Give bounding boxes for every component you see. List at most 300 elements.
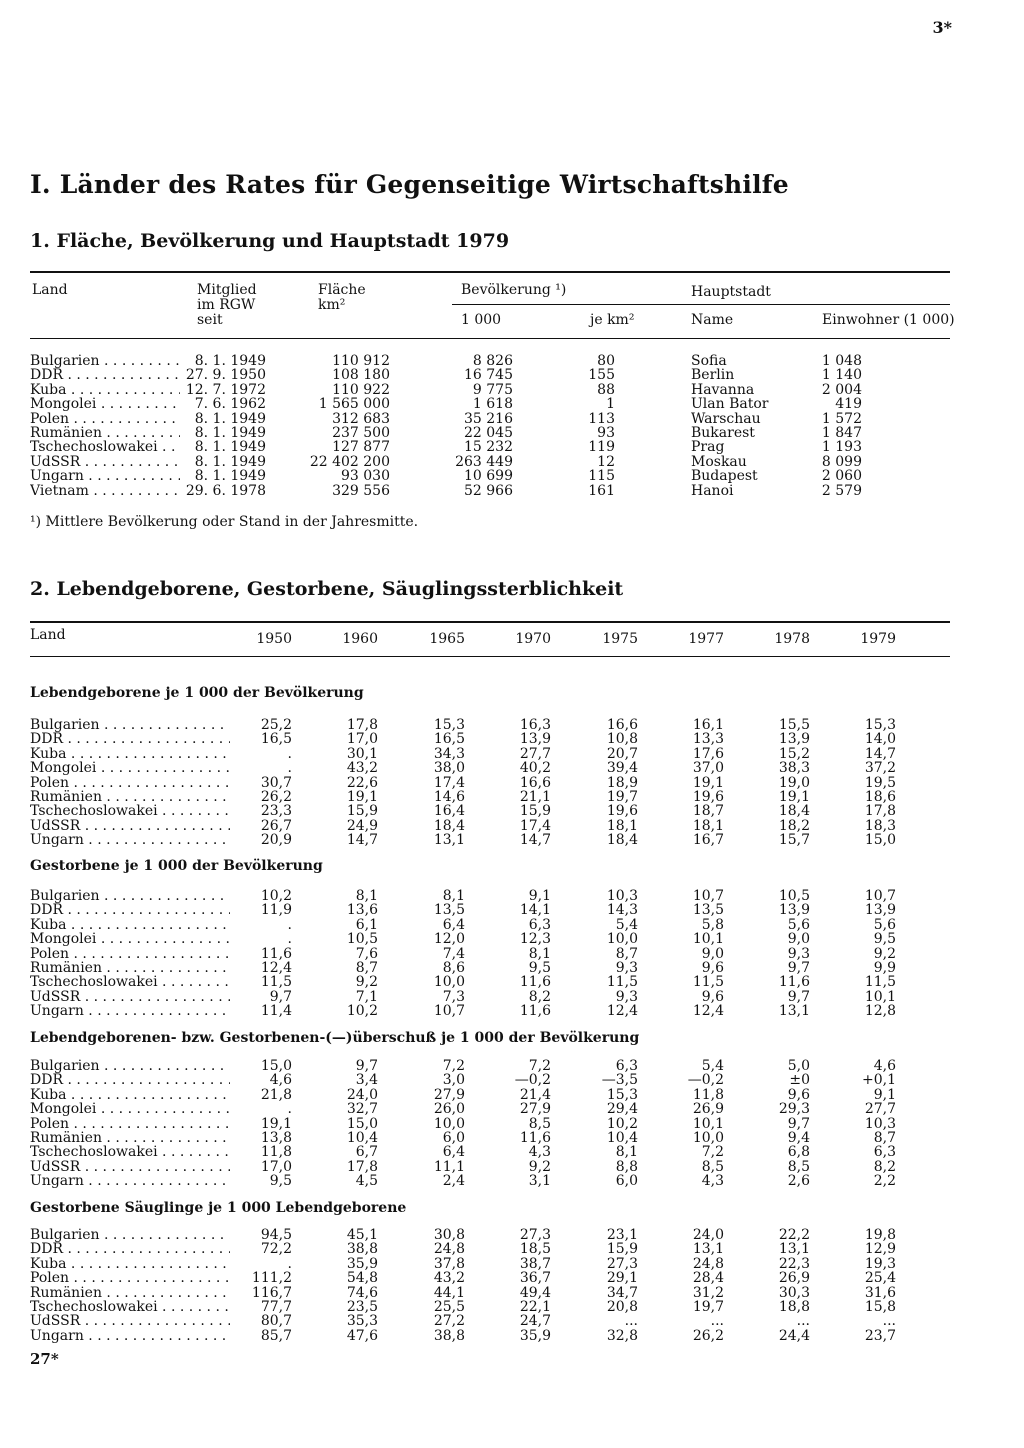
t2-cell-value: 16,5 xyxy=(433,731,465,748)
t1-cell-mitglied: 8. 1. 1949 xyxy=(194,353,266,369)
t2-cell-value: 18,7 xyxy=(692,803,724,820)
t1-cell-name: Warschau xyxy=(691,410,761,427)
t1-header-rule xyxy=(30,338,950,339)
t2-cell-value: 4,3 xyxy=(528,1144,551,1161)
t2-cell-value: 72,2 xyxy=(260,1241,292,1258)
t2-cell-value: 8,5 xyxy=(701,1158,724,1175)
table-row xyxy=(0,1160,1024,1174)
table-row xyxy=(0,1257,1024,1271)
t2-cell-value: 10,7 xyxy=(692,888,724,904)
table-row xyxy=(0,732,1024,746)
table-row xyxy=(0,484,1024,498)
t2-cell-land: DDR . . . xyxy=(30,732,230,746)
t2-cell-value: 10,3 xyxy=(606,888,638,904)
table1-footnote: ¹) Mittlere Bevölkerung oder Stand in der Jahresmitte. xyxy=(30,514,419,530)
t2-cell-land: Kuba . . . xyxy=(30,1257,230,1271)
t2-cell-value: 6,7 xyxy=(355,1144,378,1161)
t1-cell-jekm: 93 xyxy=(597,425,615,441)
t2-cell-value: 21,1 xyxy=(519,789,551,805)
t1-cell-land: Tschechoslowakei . . . xyxy=(30,440,180,454)
t1-cell-einw: 2 060 xyxy=(821,468,862,485)
t2-cell-value: 22,6 xyxy=(346,774,378,791)
t1-cell-bev: 9 775 xyxy=(472,381,513,398)
t2-cell-value: 7,3 xyxy=(442,988,465,1005)
table-row xyxy=(0,1329,1024,1343)
t2-cell-value: 10,2 xyxy=(346,1003,378,1020)
t2-cell-value: 38,8 xyxy=(346,1241,378,1258)
t2-cell-value: 54,8 xyxy=(346,1270,378,1287)
t2-cell-value: 32,7 xyxy=(346,1101,378,1118)
t2-cell-value: 18,1 xyxy=(692,817,724,834)
t2-cell-value: 23,3 xyxy=(260,803,292,820)
t2-cell-land: Rumänien . . . xyxy=(30,1286,230,1300)
t1-cell-jekm: 119 xyxy=(588,439,615,456)
t2-cell-value: 25,4 xyxy=(864,1270,896,1287)
t2-cell-value: 6,8 xyxy=(787,1144,810,1161)
t1-cell-land: Ungarn . . . xyxy=(30,469,180,483)
t2-cell-value: 18,4 xyxy=(433,817,465,834)
t2-header-year: 1977 xyxy=(688,631,724,647)
t2-cell-value: 12,4 xyxy=(606,1003,638,1020)
t2-cell-value: 10,7 xyxy=(864,888,896,904)
t1-cell-bev: 15 232 xyxy=(464,439,513,456)
t2-cell-value: 24,0 xyxy=(692,1227,724,1243)
t2-cell-value: ... xyxy=(710,1313,724,1330)
t1-cell-name: Berlin xyxy=(691,367,735,384)
table-row xyxy=(0,455,1024,469)
table-row xyxy=(0,1131,1024,1145)
t2-cell-value: 4,5 xyxy=(355,1173,378,1190)
t2-header-year: 1960 xyxy=(342,631,378,647)
t2-cell-value: 85,7 xyxy=(260,1327,292,1344)
t2-cell-value: 15,9 xyxy=(346,803,378,820)
t2-cell-value: 11,5 xyxy=(864,974,896,991)
t2-cell-value: 32,8 xyxy=(606,1327,638,1344)
t2-cell-value: 3,4 xyxy=(355,1072,378,1089)
t2-cell-value: 19,1 xyxy=(692,774,724,791)
table1-top-rule xyxy=(30,271,950,273)
table-row xyxy=(0,1004,1024,1018)
t2-cell-value: 12,4 xyxy=(260,960,292,976)
t2-cell-value: 37,8 xyxy=(433,1255,465,1272)
t1-cell-name: Budapest xyxy=(691,468,758,485)
t2-cell-value: 13,9 xyxy=(519,731,551,748)
t2-section-heading: Gestorbene Säuglinge je 1 000 Lebendgeborene xyxy=(30,1200,407,1216)
t2-cell-value: 9,5 xyxy=(873,931,896,948)
table-row xyxy=(0,1145,1024,1159)
t2-cell-value: 94,5 xyxy=(260,1227,292,1243)
t2-cell-value: 15,7 xyxy=(778,832,810,849)
t2-cell-value: 43,2 xyxy=(433,1270,465,1287)
t2-cell-value: 18,6 xyxy=(864,789,896,805)
t1-cell-flaeche: 312 683 xyxy=(332,410,390,427)
t2-cell-value: 26,0 xyxy=(433,1101,465,1118)
t2-cell-value: 22,2 xyxy=(778,1227,810,1243)
t2-cell-value: 2,4 xyxy=(442,1173,465,1190)
table-row xyxy=(0,804,1024,818)
t1-cell-name: Moskau xyxy=(691,453,747,470)
t2-cell-value: 9,1 xyxy=(528,888,551,904)
t1-cell-einw: 1 847 xyxy=(821,425,862,441)
t2-cell-value: 15,9 xyxy=(519,803,551,820)
table-row xyxy=(0,1300,1024,1314)
t2-cell-value: 27,9 xyxy=(433,1086,465,1103)
t2-cell-value: 9,0 xyxy=(701,945,724,962)
t1-cell-mitglied: 27. 9. 1950 xyxy=(185,367,266,384)
t2-cell-value: 2,6 xyxy=(787,1173,810,1190)
t2-cell-value: 17,0 xyxy=(260,1158,292,1175)
t2-cell-land: Tschechoslowakei . . . xyxy=(30,804,230,818)
t2-cell-value: 14,7 xyxy=(519,832,551,849)
t1-cell-mitglied: 7. 6. 1962 xyxy=(194,396,266,413)
t2-cell-value: 7,4 xyxy=(442,945,465,962)
t2-cell-value: 9,3 xyxy=(615,960,638,976)
t2-cell-value: 9,6 xyxy=(701,960,724,976)
t2-cell-value: 18,4 xyxy=(606,832,638,849)
t2-cell-value: 18,9 xyxy=(606,774,638,791)
t1-cell-flaeche: 108 180 xyxy=(332,367,390,384)
t2-cell-value: 11,5 xyxy=(260,974,292,991)
t2-cell-value: . xyxy=(287,1101,292,1118)
t2-cell-value: 2,2 xyxy=(873,1173,896,1190)
t2-cell-value: 15,8 xyxy=(864,1299,896,1315)
t2-cell-value: 19,1 xyxy=(346,789,378,805)
t1-cell-einw: 1 572 xyxy=(821,410,862,427)
t2-cell-value: 9,7 xyxy=(787,960,810,976)
t2-cell-value: 13,1 xyxy=(433,832,465,849)
t2-cell-value: . xyxy=(287,745,292,762)
t2-cell-value: 10,4 xyxy=(606,1130,638,1146)
t2-cell-value: 23,5 xyxy=(346,1299,378,1315)
t2-cell-value: 7,1 xyxy=(355,988,378,1005)
t2-cell-value: 17,8 xyxy=(346,1158,378,1175)
t2-cell-value: 3,1 xyxy=(528,1173,551,1190)
t2-cell-value: 13,5 xyxy=(692,902,724,919)
t2-header-year: 1965 xyxy=(429,631,465,647)
t2-cell-value: 21,8 xyxy=(260,1086,292,1103)
t2-cell-value: 13,5 xyxy=(433,902,465,919)
t1-cell-land: Bulgarien . . . xyxy=(30,354,180,368)
t2-cell-value: ... xyxy=(624,1313,638,1330)
table2-title: 2. Lebendgeborene, Gestorbene, Säuglingssterblichkeit xyxy=(30,578,624,600)
t2-cell-value: 19,7 xyxy=(692,1299,724,1315)
t2-cell-value: 26,9 xyxy=(692,1101,724,1118)
t2-cell-value: 19,6 xyxy=(606,803,638,820)
t2-cell-value: 38,7 xyxy=(519,1255,551,1272)
t2-cell-value: 20,7 xyxy=(606,745,638,762)
t2-cell-land: Bulgarien . . . xyxy=(30,1228,230,1242)
table-row xyxy=(0,1286,1024,1300)
t2-section-heading: Gestorbene je 1 000 der Bevölkerung xyxy=(30,858,323,874)
t2-cell-value: 9,4 xyxy=(787,1130,810,1146)
t2-cell-value: 18,8 xyxy=(778,1299,810,1315)
t2-cell-value: —3,5 xyxy=(601,1072,638,1089)
t2-cell-land: UdSSR . . . xyxy=(30,819,230,833)
t2-cell-value: 10,2 xyxy=(260,888,292,904)
t2-cell-value: 9,5 xyxy=(528,960,551,976)
t2-cell-value: 27,9 xyxy=(519,1101,551,1118)
table-row xyxy=(0,761,1024,775)
t2-cell-value: 14,7 xyxy=(346,832,378,849)
t2-cell-value: 31,6 xyxy=(864,1284,896,1301)
t2-cell-value: 9,6 xyxy=(787,1086,810,1103)
t1-cell-flaeche: 110 912 xyxy=(332,353,390,369)
t2-cell-value: 10,7 xyxy=(433,1003,465,1020)
t2-cell-land: Rumänien . . . xyxy=(30,961,230,975)
t2-cell-value: 5,8 xyxy=(701,916,724,933)
t1-header-mitglied xyxy=(197,283,257,328)
table-row xyxy=(0,1102,1024,1116)
t1-cell-flaeche: 329 556 xyxy=(332,482,390,499)
t2-cell-value: 31,2 xyxy=(692,1284,724,1301)
t2-cell-value: 30,8 xyxy=(433,1227,465,1243)
t2-header-year: 1950 xyxy=(256,631,292,647)
t2-cell-value: 11,6 xyxy=(260,945,292,962)
t2-cell-value: 25,2 xyxy=(260,717,292,733)
t2-cell-value: 24,4 xyxy=(778,1327,810,1344)
table-row xyxy=(0,1228,1024,1242)
page-number-bottom: 27* xyxy=(30,1350,59,1368)
t2-cell-value: 7,6 xyxy=(355,945,378,962)
t2-cell-value: 27,7 xyxy=(864,1101,896,1118)
t2-cell-value: 35,9 xyxy=(519,1327,551,1344)
table-row xyxy=(0,426,1024,440)
t2-cell-value: 10,0 xyxy=(606,931,638,948)
table-row xyxy=(0,819,1024,833)
t2-cell-value: 19,1 xyxy=(260,1115,292,1132)
t2-cell-value: 15,9 xyxy=(606,1241,638,1258)
t2-cell-value: 13,6 xyxy=(346,902,378,919)
table-row xyxy=(0,1242,1024,1256)
t2-cell-value: 19,3 xyxy=(864,1255,896,1272)
t1-cell-jekm: 1 xyxy=(606,396,615,413)
t2-cell-value: 30,7 xyxy=(260,774,292,791)
table-row xyxy=(0,1117,1024,1131)
t2-cell-value: 8,7 xyxy=(615,945,638,962)
t2-cell-value: 47,6 xyxy=(346,1327,378,1344)
t2-cell-value: 19,6 xyxy=(692,789,724,805)
t2-cell-value: ... xyxy=(882,1313,896,1330)
t2-cell-value: 24,0 xyxy=(346,1086,378,1103)
t2-cell-value: 16,7 xyxy=(692,832,724,849)
t2-cell-value: 19,5 xyxy=(864,774,896,791)
t2-cell-value: 26,7 xyxy=(260,817,292,834)
t2-cell-value: 10,0 xyxy=(433,1115,465,1132)
t2-cell-value: 16,4 xyxy=(433,803,465,820)
t2-cell-land: Rumänien . . . xyxy=(30,790,230,804)
t2-cell-value: 11,6 xyxy=(519,974,551,991)
t1-cell-name: Bukarest xyxy=(691,425,755,441)
t2-cell-value: 8,1 xyxy=(355,888,378,904)
t2-cell-value: 9,2 xyxy=(528,1158,551,1175)
t2-cell-value: 111,2 xyxy=(251,1270,292,1287)
t2-header-year: 1979 xyxy=(860,631,896,647)
t2-cell-value: 13,3 xyxy=(692,731,724,748)
t2-cell-value: 5,4 xyxy=(615,916,638,933)
t2-cell-value: 29,3 xyxy=(778,1101,810,1118)
t2-cell-value: 9,2 xyxy=(873,945,896,962)
t1-cell-mitglied: 8. 1. 1949 xyxy=(194,453,266,470)
t2-cell-value: 9,2 xyxy=(355,974,378,991)
t2-cell-value: 13,8 xyxy=(260,1130,292,1146)
t2-cell-value: 27,7 xyxy=(519,745,551,762)
t2-cell-value: 9,7 xyxy=(787,988,810,1005)
t2-cell-value: 9,7 xyxy=(269,988,292,1005)
t2-cell-value: 116,7 xyxy=(251,1284,292,1301)
t2-cell-value: 11,6 xyxy=(778,974,810,991)
t2-cell-land: DDR . . . xyxy=(30,1242,230,1256)
t1-cell-jekm: 155 xyxy=(588,367,615,384)
t2-cell-value: 13,9 xyxy=(864,902,896,919)
t1-cell-einw: 2 004 xyxy=(821,381,862,398)
t2-cell-value: 7,2 xyxy=(442,1058,465,1074)
t2-cell-value: 39,4 xyxy=(606,760,638,777)
table-row xyxy=(0,1174,1024,1188)
table-row xyxy=(0,903,1024,917)
t2-cell-value: 8,1 xyxy=(442,888,465,904)
t2-cell-value: 18,5 xyxy=(519,1241,551,1258)
t2-cell-value: 8,5 xyxy=(528,1115,551,1132)
t1-header-name: Name xyxy=(691,312,734,328)
t2-cell-value: 74,6 xyxy=(346,1284,378,1301)
table-row xyxy=(0,1073,1024,1087)
t2-cell-value: 17,4 xyxy=(433,774,465,791)
t2-cell-land: Kuba . . . xyxy=(30,918,230,932)
t2-header-year: 1970 xyxy=(515,631,551,647)
t2-cell-value: 10,8 xyxy=(606,731,638,748)
t2-cell-value: 30,3 xyxy=(778,1284,810,1301)
t2-cell-value: 17,8 xyxy=(346,717,378,733)
t2-cell-land: Ungarn . . . xyxy=(30,1174,230,1188)
t1-cell-einw: 1 140 xyxy=(821,367,862,384)
t1-header-einwohner: Einwohner (1 000) xyxy=(822,312,955,328)
t2-cell-value: 37,0 xyxy=(692,760,724,777)
t2-cell-value: 38,8 xyxy=(433,1327,465,1344)
t2-header-year: 1978 xyxy=(774,631,810,647)
t2-cell-land: Tschechoslowakei . . . xyxy=(30,975,230,989)
t1-cell-land: Rumänien . . . xyxy=(30,426,180,440)
t1-cell-bev: 10 699 xyxy=(464,468,513,485)
t2-cell-value: 6,3 xyxy=(615,1058,638,1074)
t2-cell-value: 19,1 xyxy=(778,789,810,805)
table2-top-rule xyxy=(30,621,950,623)
t2-cell-value: 8,2 xyxy=(528,988,551,1005)
t2-cell-land: Ungarn . . . xyxy=(30,833,230,847)
t2-cell-value: 27,2 xyxy=(433,1313,465,1330)
table-row xyxy=(0,947,1024,961)
table-row xyxy=(0,889,1024,903)
t2-cell-value: 23,1 xyxy=(606,1227,638,1243)
t1-header-flaeche-line2: km² xyxy=(318,297,346,313)
t2-cell-value: 10,5 xyxy=(346,931,378,948)
t1-cell-jekm: 161 xyxy=(588,482,615,499)
t2-section-heading: Lebendgeborene je 1 000 der Bevölkerung xyxy=(30,685,364,701)
t2-cell-value: 5,0 xyxy=(787,1058,810,1074)
t2-cell-value: 6,4 xyxy=(442,916,465,933)
t1-header-bev-1000: 1 000 xyxy=(461,312,502,328)
t2-cell-value: 16,5 xyxy=(260,731,292,748)
t2-cell-value: 12,9 xyxy=(864,1241,896,1258)
t2-cell-value: 35,3 xyxy=(346,1313,378,1330)
t2-cell-land: DDR . . . xyxy=(30,1073,230,1087)
t2-cell-value: 12,3 xyxy=(519,931,551,948)
t2-cell-value: 15,3 xyxy=(433,717,465,733)
table-row xyxy=(0,354,1024,368)
table-row xyxy=(0,932,1024,946)
t1-cell-bev: 35 216 xyxy=(464,410,513,427)
t2-cell-value: 18,3 xyxy=(864,817,896,834)
t2-cell-value: 12,4 xyxy=(692,1003,724,1020)
t2-cell-value: 29,1 xyxy=(606,1270,638,1287)
t2-cell-land: Bulgarien . . . xyxy=(30,1059,230,1073)
table-row xyxy=(0,790,1024,804)
t2-cell-value: 17,6 xyxy=(692,745,724,762)
table-row xyxy=(0,718,1024,732)
t1-cell-jekm: 88 xyxy=(597,381,615,398)
t2-cell-value: 10,2 xyxy=(606,1115,638,1132)
t1-cell-flaeche: 1 565 000 xyxy=(318,396,390,413)
t2-cell-land: UdSSR . . . xyxy=(30,1160,230,1174)
t2-cell-land: Bulgarien . . . xyxy=(30,718,230,732)
t2-cell-value: 38,0 xyxy=(433,760,465,777)
t2-cell-value: 43,2 xyxy=(346,760,378,777)
table-row xyxy=(0,1059,1024,1073)
t2-cell-value: 12,0 xyxy=(433,931,465,948)
t2-cell-value: 34,7 xyxy=(606,1284,638,1301)
t2-cell-value: —0,2 xyxy=(687,1072,724,1089)
t2-cell-value: . xyxy=(287,916,292,933)
t2-cell-value: 16,6 xyxy=(519,774,551,791)
t2-cell-value: 15,0 xyxy=(260,1058,292,1074)
t2-cell-value: 6,0 xyxy=(615,1173,638,1190)
t2-cell-land: Tschechoslowakei . . . xyxy=(30,1300,230,1314)
main-title: I. Länder des Rates für Gegenseitige Wirtschaftshilfe xyxy=(30,170,789,199)
t2-cell-value: 8,7 xyxy=(355,960,378,976)
t2-cell-value: 18,4 xyxy=(778,803,810,820)
t2-cell-value: 25,5 xyxy=(433,1299,465,1315)
t2-cell-value: 11,8 xyxy=(692,1086,724,1103)
table-row xyxy=(0,469,1024,483)
t2-cell-value: 24,7 xyxy=(519,1313,551,1330)
t1-cell-jekm: 12 xyxy=(597,453,615,470)
t2-cell-value: 11,6 xyxy=(519,1130,551,1146)
t2-section-heading: Lebendgeborenen- bzw. Gestorbenen-(—)überschuß je 1 000 der Bevölkerung xyxy=(30,1030,640,1046)
t1-cell-bev: 22 045 xyxy=(464,425,513,441)
t2-cell-value: 29,4 xyxy=(606,1101,638,1118)
t2-cell-value: 9,5 xyxy=(269,1173,292,1190)
t2-cell-value: 17,4 xyxy=(519,817,551,834)
t2-cell-value: 26,2 xyxy=(692,1327,724,1344)
table1-title: 1. Fläche, Bevölkerung und Hauptstadt 1979 xyxy=(30,230,510,252)
t2-cell-value: 30,1 xyxy=(346,745,378,762)
t2-cell-value: 13,9 xyxy=(778,902,810,919)
t2-cell-value: —0,2 xyxy=(514,1072,551,1089)
table-row xyxy=(0,412,1024,426)
t2-cell-value: 18,2 xyxy=(778,817,810,834)
t1-cell-land: Mongolei . . . xyxy=(30,397,180,411)
t2-cell-value: 5,6 xyxy=(873,916,896,933)
t2-cell-value: 13,1 xyxy=(692,1241,724,1258)
t2-cell-value: 14,6 xyxy=(433,789,465,805)
t2-cell-value: 6,4 xyxy=(442,1144,465,1161)
t2-cell-value: 80,7 xyxy=(260,1313,292,1330)
t2-cell-value: 6,0 xyxy=(442,1130,465,1146)
t2-cell-value: ... xyxy=(796,1313,810,1330)
t2-cell-value: 9,3 xyxy=(787,945,810,962)
t1-cell-mitglied: 8. 1. 1949 xyxy=(194,425,266,441)
t2-cell-value: 37,2 xyxy=(864,760,896,777)
t1-cell-flaeche: 110 922 xyxy=(332,381,390,398)
